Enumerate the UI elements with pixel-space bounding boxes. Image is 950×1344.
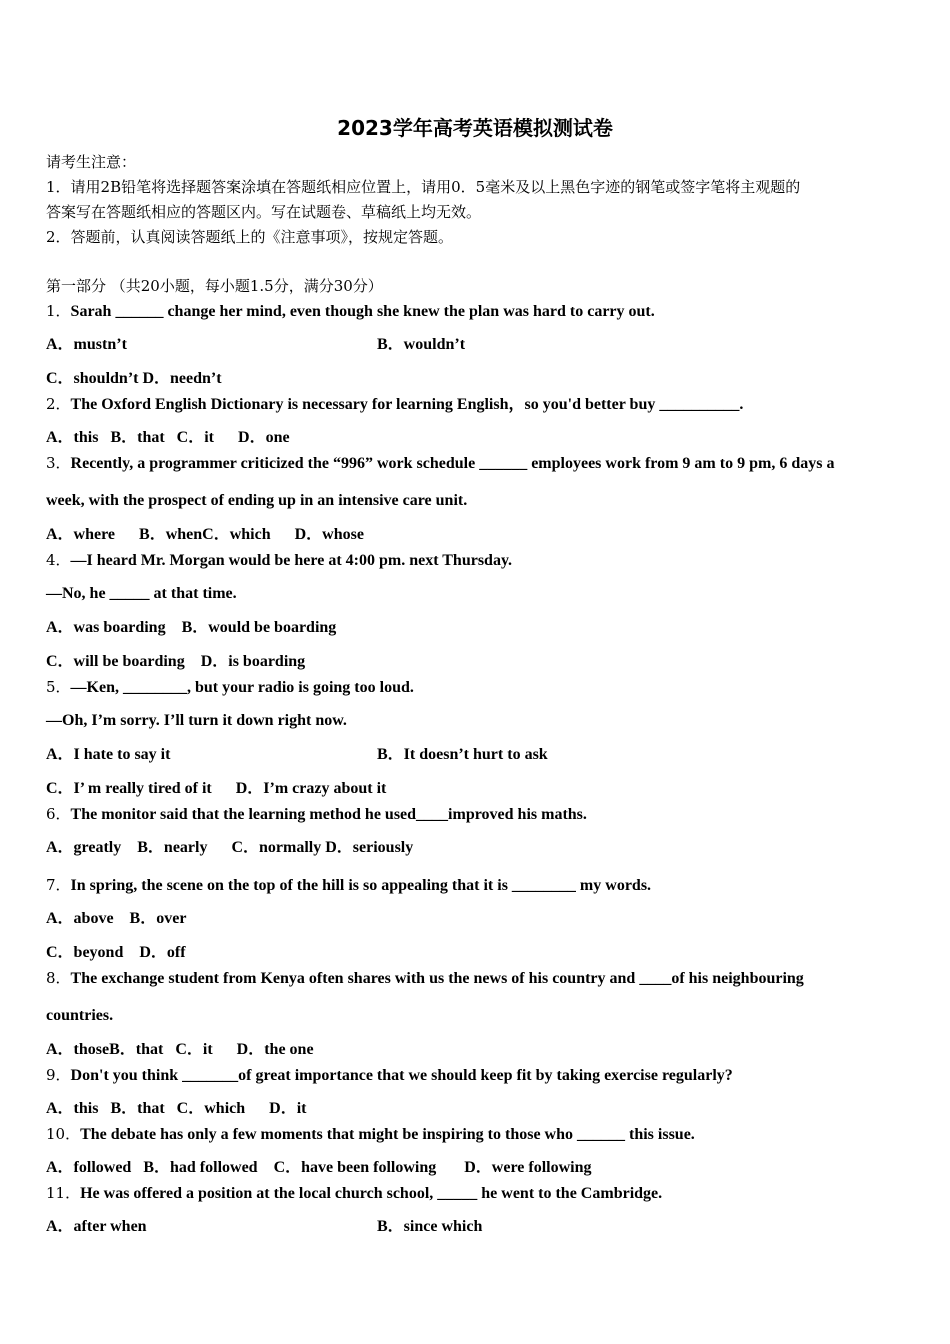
question-number: 1． (46, 302, 71, 320)
question-text: In spring, the scene on the top of the hill is so appealing that it is ________ my words. (70, 877, 652, 894)
question-text: The monitor said that the learning method he used____improved his maths. (70, 806, 587, 823)
section-heading: 第一部分 （共20小题，每小题1.5分，满分30分） (46, 277, 383, 295)
question-text: Recently, a programmer criticized the “996” work schedule ______ employees work from 9 am to 9 pm, 6 days a (70, 455, 835, 472)
options: A．this B．that C．it D．one (46, 429, 290, 446)
question-2 (46, 394, 743, 415)
options-c-d: C．beyond D．off (46, 944, 186, 961)
options: A．this B．that C．which D．it (46, 1100, 307, 1117)
question-6 (46, 804, 587, 825)
question-number: 4． (46, 551, 71, 569)
option-a: A．I hate to say it (46, 746, 171, 763)
question-text: The Oxford English Dictionary is necessary for learning English，so you'd better buy __________. (70, 396, 744, 413)
notice-line-2: 答案写在答题纸相应的答题区内。写在试题卷、草稿纸上均无效。 (46, 203, 482, 221)
options-c-d: C．will be boarding D．is boarding (46, 653, 306, 670)
question-text-continued: countries. (46, 1007, 114, 1024)
question-number: 6． (46, 805, 71, 823)
question-5 (46, 677, 414, 698)
options-c-d: C．I’ m really tired of it D．I’m crazy about it (46, 780, 387, 797)
question-text: The debate has only a few moments that might be inspiring to those who ______ this issue. (80, 1126, 695, 1143)
question-3 (46, 453, 834, 474)
question-9 (46, 1065, 733, 1086)
question-text-continued: —Oh, I’m sorry. I’ll turn it down right now. (46, 712, 347, 729)
question-text: He was offered a position at the local church school, _____ he went to the Cambridge. (80, 1185, 663, 1202)
question-8 (46, 968, 804, 989)
question-number: 8． (46, 969, 71, 987)
question-text: —Ken, ________, but your radio is going too loud. (70, 679, 414, 696)
option-a: A．after when (46, 1218, 147, 1235)
options: A．greatly B．nearly C．normally D．seriously (46, 839, 414, 856)
option-b: B．since which (377, 1218, 483, 1235)
question-text: Don't you think _______of great importance that we should keep fit by taking exercise regularly? (70, 1067, 733, 1084)
option-b: B．wouldn’t (377, 336, 466, 353)
page-title: 2023学年高考英语模拟测试卷 (337, 116, 613, 140)
question-text-continued: —No, he _____ at that time. (46, 585, 237, 602)
question-text: Sarah ______ change her mind, even though she knew the plan was hard to carry out. (70, 303, 655, 320)
notice-heading: 请考生注意： (46, 153, 137, 171)
options-c-d: C．shouldn’t D．needn’t (46, 370, 222, 387)
question-text-continued: week, with the prospect of ending up in an intensive care unit. (46, 492, 468, 509)
options-a-b: A．above B．over (46, 910, 187, 927)
question-number: 3． (46, 454, 71, 472)
question-10 (46, 1124, 695, 1145)
notice-line-1: 1．请用2B铅笔将选择题答案涂填在答题纸相应位置上，请用0．5毫米及以上黑色字迹的钢笔或签字笔将主观题的 (46, 178, 801, 196)
question-4 (46, 550, 512, 571)
question-text: —I heard Mr. Morgan would be here at 4:00 pm. next Thursday. (70, 552, 513, 569)
option-a: A．mustn’t (46, 336, 127, 353)
notice-line-3: 2．答题前，认真阅读答题纸上的《注意事项》，按规定答题。 (46, 228, 454, 246)
question-number: 11． (46, 1184, 81, 1202)
question-1 (46, 301, 655, 322)
question-text: The exchange student from Kenya often shares with us the news of his country and ____of his neighbouring (70, 970, 804, 987)
question-number: 7． (46, 876, 71, 894)
question-number: 9． (46, 1066, 71, 1084)
question-number: 5． (46, 678, 71, 696)
question-number: 10． (46, 1125, 81, 1143)
question-7 (46, 875, 651, 896)
options: A．where B．whenC．which D．whose (46, 526, 364, 543)
question-number: 2． (46, 395, 71, 413)
question-11 (46, 1183, 662, 1204)
option-b: B．It doesn’t hurt to ask (377, 746, 548, 763)
options-a-b: A．was boarding B．would be boarding (46, 619, 337, 636)
options: A．followed B．had followed C．have been following D．were following (46, 1159, 592, 1176)
options: A．thoseB．that C．it D．the one (46, 1041, 314, 1058)
